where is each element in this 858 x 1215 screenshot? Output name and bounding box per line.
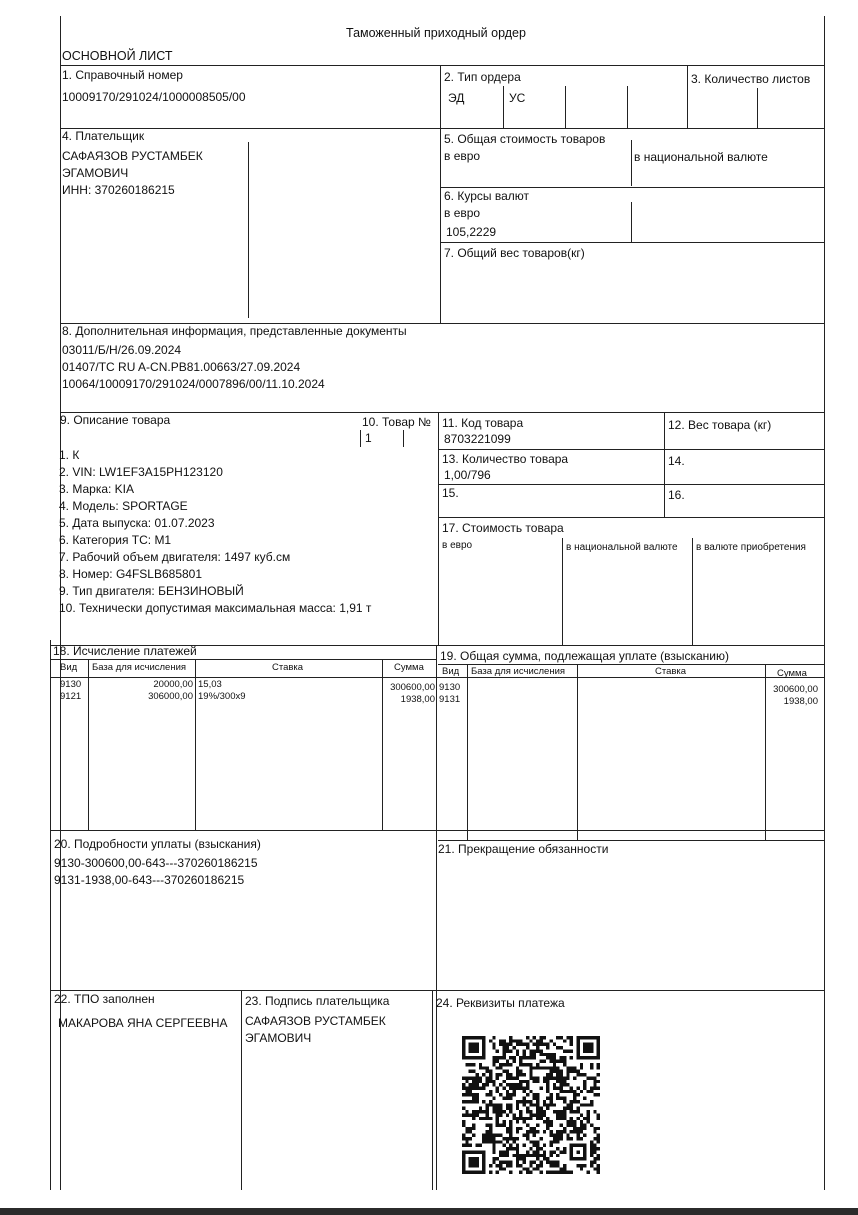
- box10-label: 10. Товар №: [362, 415, 431, 429]
- box18-rate-column: [198, 679, 246, 703]
- scan-edge: [0, 1208, 858, 1215]
- goods-description: [59, 447, 371, 617]
- exchange-rate-eur: 105,2229: [446, 225, 497, 239]
- table-cell: 19%/300х9: [198, 691, 246, 702]
- box19-header-kind: Вид: [442, 666, 460, 677]
- box4-label: 4. Плательщик: [62, 129, 145, 143]
- order-type-code-2: УС: [509, 91, 526, 105]
- box19-header-base: База для исчисления: [471, 666, 566, 677]
- box3-label: 3. Количество листов: [691, 72, 811, 86]
- box8-label: 8. Дополнительная информация, представленные документы: [62, 324, 407, 338]
- box13-label: 13. Количество товара: [442, 452, 569, 466]
- table-cell: 300600,00: [773, 684, 818, 695]
- box14-label: 14.: [668, 454, 685, 468]
- box19-label: 19. Общая сумма, подлежащая уплате (взысканию): [440, 649, 729, 663]
- box16-label: 16.: [668, 488, 685, 502]
- table-cell: 15,03: [198, 679, 222, 690]
- box21-label: 21. Прекращение обязанности: [438, 842, 609, 856]
- goods-quantity: 1,00/796: [444, 468, 491, 482]
- box24-label: 24. Реквизиты платежа: [436, 996, 565, 1010]
- filled-by-name: МАКАРОВА ЯНА СЕРГЕЕВНА: [58, 1016, 228, 1030]
- table-cell: 9130: [60, 679, 82, 690]
- table-cell: 1938,00: [400, 694, 435, 705]
- box12-label: 12. Вес товара (кг): [668, 418, 772, 432]
- payment-details: [54, 855, 258, 889]
- table-cell: 9130: [439, 682, 461, 693]
- document-line: 10064/10009170/291024/0007896/00/11.10.2024: [62, 377, 325, 391]
- description-line: 6. Категория ТС: M1: [59, 533, 172, 547]
- box2-label: 2. Тип ордера: [444, 70, 521, 84]
- payer-line: САФАЯЗОВ РУСТАМБЕК: [62, 149, 203, 163]
- box19-kind-column: [439, 682, 460, 706]
- payer-line: ЭГАМОВИЧ: [62, 166, 129, 180]
- box11-label: 11. Код товара: [442, 416, 524, 430]
- box1-label: 1. Справочный номер: [62, 68, 183, 82]
- box19-header-sum: Сумма: [777, 668, 807, 679]
- description-line: 8. Номер: G4FSLB685801: [59, 567, 203, 581]
- box6-eur: в евро: [444, 206, 481, 220]
- payment-detail-line: 9131-1938,00-643---370260186215: [54, 873, 245, 887]
- box19-sum-column: [766, 684, 818, 708]
- box5-eur: в евро: [444, 149, 481, 163]
- description-line: 1. К: [59, 448, 80, 462]
- box18-kind-column: [60, 679, 81, 703]
- qr-code-icon: [462, 1036, 600, 1174]
- signature-line: САФАЯЗОВ РУСТАМБЕК: [245, 1014, 386, 1028]
- commodity-code: 8703221099: [444, 432, 511, 446]
- box20-label: 20. Подробности уплаты (взыскания): [54, 837, 261, 851]
- document-line: 01407/ТС RU A-CN.PB81.00663/27.09.2024: [62, 360, 301, 374]
- order-type-code-1: ЭД: [448, 91, 465, 105]
- documents-list: [62, 342, 325, 393]
- box17-eur: в евро: [442, 540, 473, 551]
- box7-label: 7. Общий вес товаров(кг): [444, 246, 585, 260]
- box18-label: 18. Исчисление платежей: [53, 644, 197, 658]
- payer-info: [62, 148, 203, 199]
- box23-label: 23. Подпись плательщика: [245, 994, 390, 1008]
- table-cell: 9131: [439, 694, 461, 705]
- box18-base-column: [96, 679, 193, 703]
- description-line: 5. Дата выпуска: 01.07.2023: [59, 516, 215, 530]
- description-line: 2. VIN: LW1EF3A15PH123120: [59, 465, 223, 479]
- box17-label: 17. Стоимость товара: [442, 521, 564, 535]
- box5-label: 5. Общая стоимость товаров: [444, 132, 606, 146]
- signature-line: ЭГАМОВИЧ: [245, 1031, 312, 1045]
- box18-header-sum: Сумма: [394, 662, 424, 673]
- table-cell: 9121: [60, 691, 82, 702]
- box18-header-base: База для исчисления: [92, 662, 187, 673]
- box9-label: 9. Описание товара: [60, 413, 171, 427]
- item-number: 1: [365, 431, 372, 445]
- box5-national: в национальной валюте: [634, 150, 768, 164]
- table-cell: 300600,00: [390, 682, 435, 693]
- box18-header-rate: Ставка: [272, 662, 304, 673]
- reference-number: 10009170/291024/1000008505/00: [62, 90, 246, 104]
- box17-national: в национальной валюте: [566, 542, 678, 553]
- sheet-label: ОСНОВНОЙ ЛИСТ: [62, 49, 173, 63]
- table-cell: 1938,00: [783, 696, 818, 707]
- page-title: Таможенный приходный ордер: [346, 26, 526, 40]
- description-line: 3. Марка: KIA: [59, 482, 135, 496]
- table-cell: 20000,00: [153, 679, 193, 690]
- description-line: 7. Рабочий объем двигателя: 1497 куб.см: [59, 550, 291, 564]
- table-cell: 306000,00: [148, 691, 193, 702]
- box18-header-kind: Вид: [60, 662, 78, 673]
- payer-line: ИНН: 370260186215: [62, 183, 175, 197]
- box15-label: 15.: [442, 486, 459, 500]
- payment-detail-line: 9130-300600,00-643---370260186215: [54, 856, 258, 870]
- description-line: 4. Модель: SPORTAGE: [59, 499, 188, 513]
- box18-sum-column: [384, 682, 435, 706]
- payer-signature: [245, 1013, 386, 1047]
- box6-label: 6. Курсы валют: [444, 189, 529, 203]
- box22-label: 22. ТПО заполнен: [54, 992, 155, 1006]
- description-line: 9. Тип двигателя: БЕНЗИНОВЫЙ: [59, 584, 244, 598]
- description-line: 10. Технически допустимая максимальная масса: 1,91 т: [59, 601, 372, 615]
- document-line: 03011/Б/Н/26.09.2024: [62, 343, 182, 357]
- box17-acquisition: в валюте приобретения: [696, 542, 806, 553]
- box19-header-rate: Ставка: [655, 666, 687, 677]
